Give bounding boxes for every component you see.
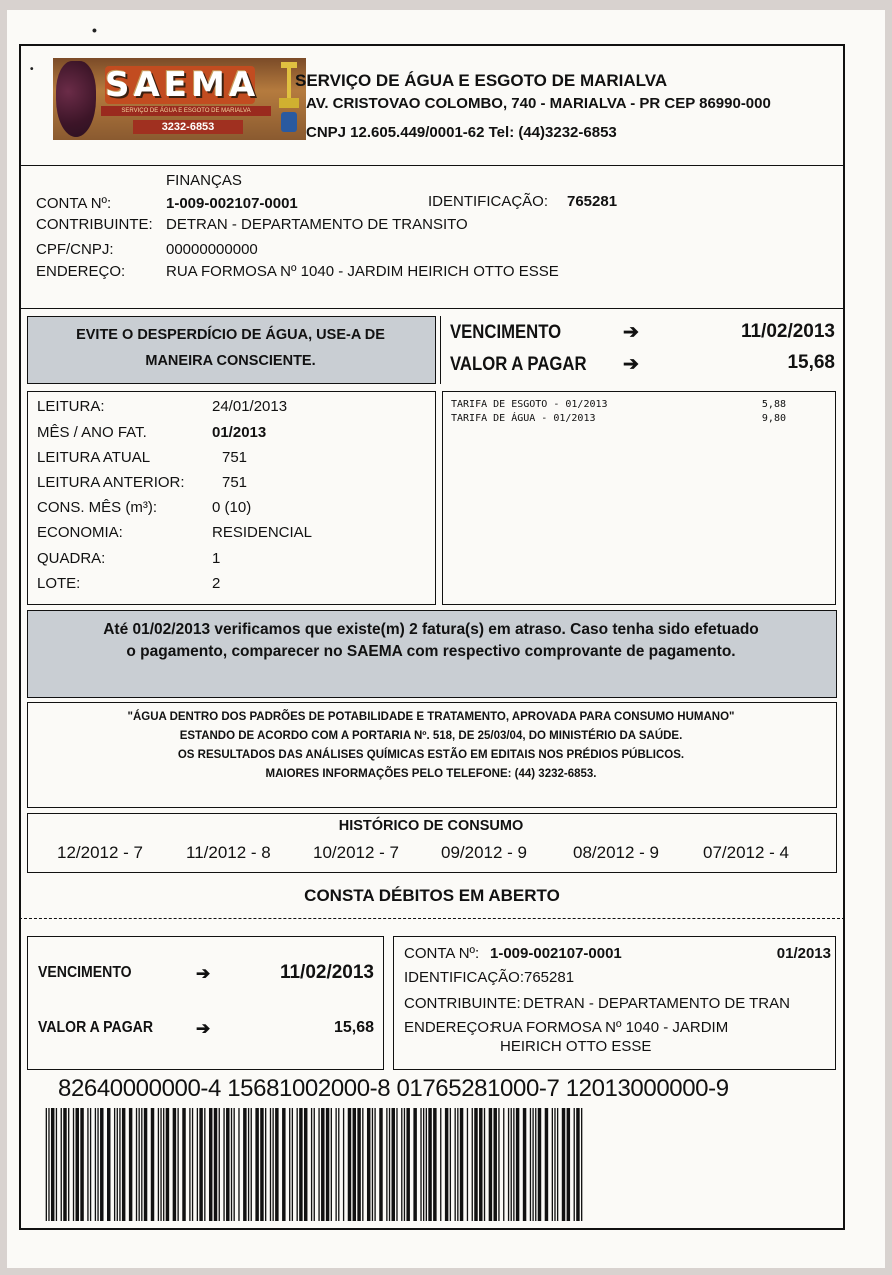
logo-word: SAEMA bbox=[105, 65, 260, 105]
barcode-bar bbox=[117, 1108, 118, 1221]
barcode-bar bbox=[493, 1108, 496, 1221]
stub-amount-label: VALOR A PAGAR bbox=[38, 1019, 153, 1036]
overdue-notice bbox=[27, 610, 837, 698]
addr-value: RUA FORMOSA Nº 1040 - JARDIM HEIRICH OTTO ESSE bbox=[166, 263, 559, 280]
reading-value: 0 (10) bbox=[212, 499, 252, 516]
history-item: 08/2012 - 9 bbox=[573, 843, 660, 862]
barcode-bar bbox=[440, 1108, 441, 1221]
barcode-bar bbox=[362, 1108, 363, 1221]
barcode-bar bbox=[289, 1108, 290, 1221]
barcode-bar bbox=[379, 1108, 382, 1221]
stub-conta-label: CONTA Nº: bbox=[404, 945, 480, 962]
barcode-bar bbox=[372, 1108, 373, 1221]
barcode-bar bbox=[163, 1108, 164, 1221]
barcode-bar bbox=[299, 1108, 302, 1221]
barcode-bar bbox=[265, 1108, 266, 1221]
barcode-bar bbox=[406, 1108, 409, 1221]
barcode-bar bbox=[189, 1108, 190, 1221]
reading-value: RESIDENCIAL bbox=[212, 524, 313, 541]
barcode-bar bbox=[321, 1108, 324, 1221]
barcode-bar bbox=[535, 1108, 536, 1221]
barcode-bar bbox=[95, 1108, 96, 1221]
amount-value: 15,68 bbox=[787, 352, 835, 373]
divider bbox=[440, 316, 441, 384]
history-item: 12/2012 - 7 bbox=[57, 843, 144, 862]
barcode-bar bbox=[238, 1108, 239, 1221]
barcode-bar bbox=[353, 1108, 356, 1221]
history-item: 10/2012 - 7 bbox=[313, 843, 400, 862]
arrow-icon: ➔ bbox=[623, 322, 639, 343]
barcode-bar bbox=[166, 1108, 169, 1221]
barcode-bar bbox=[338, 1108, 339, 1221]
barcode-bar bbox=[508, 1108, 509, 1221]
conservation-notice bbox=[27, 316, 436, 384]
charge-desc: TARIFA DE ÁGUA - 01/2013 bbox=[451, 413, 596, 424]
barcode-bar bbox=[192, 1108, 193, 1221]
barcode-bar bbox=[160, 1108, 161, 1221]
barcode-bar bbox=[396, 1108, 397, 1221]
stub-ident-value: 765281 bbox=[524, 969, 575, 986]
arrow-icon: ➔ bbox=[623, 354, 639, 375]
reading-label: LEITURA ATUAL bbox=[37, 449, 151, 466]
barcode-bar bbox=[144, 1108, 147, 1221]
org-address: AV. CRISTOVAO COLOMBO, 740 - MARIALVA - PR CEP 86990-000 bbox=[306, 95, 771, 112]
amount-label: VALOR A PAGAR bbox=[450, 354, 587, 375]
reading-label: MÊS / ANO FAT. bbox=[37, 424, 147, 441]
barcode-bar bbox=[68, 1108, 69, 1221]
barcode-bar bbox=[177, 1108, 178, 1221]
stub-addr-value: RUA FORMOSA Nº 1040 - JARDIM bbox=[491, 1019, 729, 1036]
barcode-bar bbox=[219, 1108, 220, 1221]
arrow-icon: ➔ bbox=[196, 964, 211, 983]
conta-label: CONTA Nº: bbox=[36, 195, 112, 212]
reading-label: QUADRA: bbox=[37, 550, 106, 567]
stub-summary-box bbox=[27, 936, 384, 1070]
due-value: 11/02/2013 bbox=[740, 321, 835, 342]
quality-line2: ESTANDO DE ACORDO COM A PORTARIA Nº. 518, DE 25/03/04, DO MINISTÉRIO DA SAÚDE. bbox=[179, 730, 683, 742]
barcode-bar bbox=[503, 1108, 504, 1221]
barcode-bar bbox=[413, 1108, 416, 1221]
cpf-value: 00000000000 bbox=[166, 241, 258, 258]
reading-label: LEITURA: bbox=[37, 398, 105, 415]
barcode-bar bbox=[367, 1108, 370, 1221]
barcode-bar bbox=[420, 1108, 421, 1221]
barcode bbox=[44, 1108, 584, 1221]
reading-value: 24/01/2013 bbox=[212, 398, 288, 415]
barcode-bar bbox=[445, 1108, 448, 1221]
barcode-bar bbox=[574, 1108, 575, 1221]
barcode-bar bbox=[374, 1108, 375, 1221]
barcode-bar bbox=[401, 1108, 402, 1221]
barcode-bar bbox=[63, 1108, 66, 1221]
arrow-icon: ➔ bbox=[196, 1019, 211, 1038]
quality-line3: OS RESULTADOS DAS ANÁLISES QUÍMICAS ESTÃO EM EDITAIS NOS PRÉDIOS PÚBLICOS. bbox=[177, 749, 685, 761]
overdue-line1: Até 01/02/2013 verificamos que existe(m) 2 fatura(s) em atraso. Caso tenha sido efetuado bbox=[103, 621, 759, 638]
stub-addr-label: ENDEREÇO: bbox=[404, 1019, 494, 1036]
barcode-bar bbox=[282, 1108, 285, 1221]
barcode-bar bbox=[314, 1108, 315, 1221]
barcode-bar bbox=[73, 1108, 74, 1221]
logo-subtitle: SERVIÇO DE ÁGUA E ESGOTO DE MARIALVA bbox=[101, 106, 271, 116]
history-item: 09/2012 - 9 bbox=[441, 843, 528, 862]
barcode-bar bbox=[450, 1108, 451, 1221]
barcode-bar bbox=[182, 1108, 185, 1221]
barcode-bar bbox=[151, 1108, 154, 1221]
history-title: HISTÓRICO DE CONSUMO bbox=[338, 818, 524, 834]
barcode-bar bbox=[423, 1108, 424, 1221]
history-item: 07/2012 - 4 bbox=[703, 843, 790, 862]
reading-value: 1 bbox=[212, 550, 221, 567]
barcode-bar bbox=[56, 1108, 57, 1221]
stub-conta-value: 1-009-002107-0001 bbox=[490, 945, 622, 962]
ident-value: 765281 bbox=[567, 193, 618, 210]
barcode-bar bbox=[129, 1108, 132, 1221]
barcode-bar bbox=[197, 1108, 198, 1221]
barcode-bar bbox=[532, 1108, 533, 1221]
reading-value: 751 bbox=[222, 449, 248, 466]
barcode-digits: 82640000000-4 15681002000-8 01765281000-7 12013000000-9 bbox=[58, 1075, 729, 1102]
barcode-bar bbox=[348, 1108, 351, 1221]
stub-amount-value: 15,68 bbox=[333, 1019, 374, 1036]
barcode-bar bbox=[251, 1108, 252, 1221]
barcode-bar bbox=[107, 1108, 110, 1221]
contrib-value: DETRAN - DEPARTAMENTO DE TRANSITO bbox=[166, 216, 468, 233]
quality-box bbox=[27, 702, 837, 808]
divider bbox=[19, 308, 845, 309]
barcode-bar bbox=[304, 1108, 307, 1221]
barcode-bar bbox=[275, 1108, 278, 1221]
barcode-bar bbox=[141, 1108, 142, 1221]
barcode-bar bbox=[538, 1108, 541, 1221]
stub-contrib-label: CONTRIBUINTE: bbox=[404, 995, 521, 1012]
barcode-bar bbox=[474, 1108, 477, 1221]
barcode-bar bbox=[460, 1108, 463, 1221]
stub-addr-value2: HEIRICH OTTO ESSE bbox=[500, 1038, 652, 1055]
barcode-bar bbox=[576, 1108, 579, 1221]
barcode-bar bbox=[433, 1108, 436, 1221]
barcode-bar bbox=[479, 1108, 482, 1221]
barcode-bar bbox=[404, 1108, 405, 1221]
quality-line4: MAIORES INFORMAÇÕES PELO TELEFONE: (44) 3232-6853. bbox=[265, 768, 597, 780]
barcode-bar bbox=[270, 1108, 271, 1221]
barcode-bar bbox=[119, 1108, 120, 1221]
barcode-bar bbox=[114, 1108, 115, 1221]
barcode-bar bbox=[516, 1108, 519, 1221]
stub-month: 01/2013 bbox=[776, 945, 831, 962]
debts-title: CONSTA DÉBITOS EM ABERTO bbox=[304, 886, 560, 905]
barcode-bar bbox=[87, 1108, 88, 1221]
barcode-bar bbox=[557, 1108, 558, 1221]
barcode-bar bbox=[46, 1108, 47, 1221]
department: FINANÇAS bbox=[166, 172, 242, 189]
charge-value: 5,88 bbox=[761, 399, 786, 410]
barcode-bar bbox=[554, 1108, 555, 1221]
stub-due-label: VENCIMENTO bbox=[38, 964, 132, 981]
contrib-label: CONTRIBUINTE: bbox=[36, 216, 153, 233]
history-item: 11/2012 - 8 bbox=[186, 843, 271, 862]
barcode-bar bbox=[513, 1108, 514, 1221]
barcode-bar bbox=[48, 1108, 49, 1221]
charge-value: 9,80 bbox=[761, 413, 786, 424]
barcode-bar bbox=[567, 1108, 570, 1221]
cut-line bbox=[19, 918, 845, 919]
stub-ident-label: IDENTIFICAÇÃO: bbox=[404, 969, 525, 986]
barcode-bar bbox=[457, 1108, 458, 1221]
barcode-bar bbox=[209, 1108, 212, 1221]
stub-due-value: 11/02/2013 bbox=[279, 962, 374, 983]
barcode-bar bbox=[581, 1108, 582, 1221]
addr-label: ENDEREÇO: bbox=[36, 263, 126, 280]
barcode-bar bbox=[455, 1108, 456, 1221]
barcode-bar bbox=[136, 1108, 137, 1221]
barcode-bar bbox=[357, 1108, 360, 1221]
barcode-bar bbox=[326, 1108, 329, 1221]
reading-value: 2 bbox=[212, 575, 221, 592]
reading-label: LEITURA ANTERIOR: bbox=[37, 474, 185, 491]
barcode-bar bbox=[255, 1108, 258, 1221]
barcode-bar bbox=[318, 1108, 319, 1221]
barcode-bar bbox=[80, 1108, 83, 1221]
barcode-bar bbox=[489, 1108, 492, 1221]
barcode-bar bbox=[426, 1108, 427, 1221]
barcode-bar bbox=[97, 1108, 98, 1221]
barcode-bar bbox=[122, 1108, 125, 1221]
barcode-bar bbox=[523, 1108, 526, 1221]
reading-value: 751 bbox=[222, 474, 248, 491]
barcode-bar bbox=[61, 1108, 62, 1221]
speck: • bbox=[92, 22, 97, 38]
barcode-bar bbox=[292, 1108, 293, 1221]
logo-phone: 3232-6853 bbox=[133, 120, 243, 134]
barcode-bar bbox=[335, 1108, 336, 1221]
reading-value: 01/2013 bbox=[212, 424, 267, 441]
barcode-bar bbox=[90, 1108, 91, 1221]
barcode-bar bbox=[386, 1108, 387, 1221]
notice-line1: EVITE O DESPERDÍCIO DE ÁGUA, USE-A DE bbox=[76, 327, 385, 343]
barcode-bar bbox=[260, 1108, 263, 1221]
saema-logo bbox=[53, 58, 306, 140]
barcode-bar bbox=[343, 1108, 344, 1221]
barcode-bar bbox=[511, 1108, 512, 1221]
charge-desc: TARIFA DE ESGOTO - 01/2013 bbox=[451, 399, 608, 410]
quality-line1: "ÁGUA DENTRO DOS PADRÕES DE POTABILIDADE E TRATAMENTO, APROVADA PARA CONSUMO HUMANO" bbox=[127, 711, 735, 723]
conta-value: 1-009-002107-0001 bbox=[166, 195, 298, 212]
barcode-bar bbox=[467, 1108, 468, 1221]
barcode-bar bbox=[389, 1108, 390, 1221]
barcode-bar bbox=[472, 1108, 473, 1221]
barcode-bar bbox=[223, 1108, 224, 1221]
barcode-bar bbox=[76, 1108, 79, 1221]
barcode-bar bbox=[214, 1108, 217, 1221]
barcode-bar bbox=[331, 1108, 332, 1221]
stub-contrib-value: DETRAN - DEPARTAMENTO DE TRAN bbox=[523, 995, 790, 1012]
barcode-bar bbox=[392, 1108, 395, 1221]
barcode-bar bbox=[248, 1108, 249, 1221]
notice-line2: MANEIRA CONSCIENTE. bbox=[145, 353, 316, 369]
org-name: SERVIÇO DE ÁGUA E ESGOTO DE MARIALVA bbox=[295, 71, 668, 90]
barcode-bar bbox=[226, 1108, 229, 1221]
barcode-bar bbox=[498, 1108, 499, 1221]
barcode-bar bbox=[158, 1108, 159, 1221]
barcode-bar bbox=[173, 1108, 176, 1221]
reading-label: LOTE: bbox=[37, 575, 81, 592]
barcode-bar bbox=[243, 1108, 246, 1221]
speck: • bbox=[30, 64, 34, 75]
barcode-bar bbox=[484, 1108, 485, 1221]
barcode-bar bbox=[139, 1108, 140, 1221]
barcode-bar bbox=[199, 1108, 202, 1221]
barcode-bar bbox=[428, 1108, 431, 1221]
due-label: VENCIMENTO bbox=[450, 322, 562, 343]
overdue-line2: o pagamento, comparecer no SAEMA com respectivo comprovante de pagamento. bbox=[126, 643, 736, 660]
reading-label: ECONOMIA: bbox=[37, 524, 123, 541]
grapes-icon bbox=[56, 61, 96, 137]
barcode-bar bbox=[311, 1108, 312, 1221]
barcode-bar bbox=[100, 1108, 103, 1221]
ident-label: IDENTIFICAÇÃO: bbox=[428, 193, 549, 210]
barcode-bar bbox=[204, 1108, 205, 1221]
cpf-label: CPF/CNPJ: bbox=[36, 241, 114, 258]
barcode-bar bbox=[272, 1108, 273, 1221]
barcode-bar bbox=[51, 1108, 54, 1221]
barcode-bar bbox=[530, 1108, 531, 1221]
reading-label: CONS. MÊS (m³): bbox=[37, 499, 157, 516]
barcode-bar bbox=[231, 1108, 232, 1221]
barcode-bar bbox=[297, 1108, 298, 1221]
barcode-bar bbox=[562, 1108, 565, 1221]
org-cnpj-phone: CNPJ 12.605.449/0001-62 Tel: (44)3232-6853 bbox=[306, 124, 617, 141]
barcode-bar bbox=[552, 1108, 553, 1221]
stub-account-box bbox=[393, 936, 836, 1070]
barcode-bar bbox=[545, 1108, 548, 1221]
barcode-bar bbox=[234, 1108, 235, 1221]
